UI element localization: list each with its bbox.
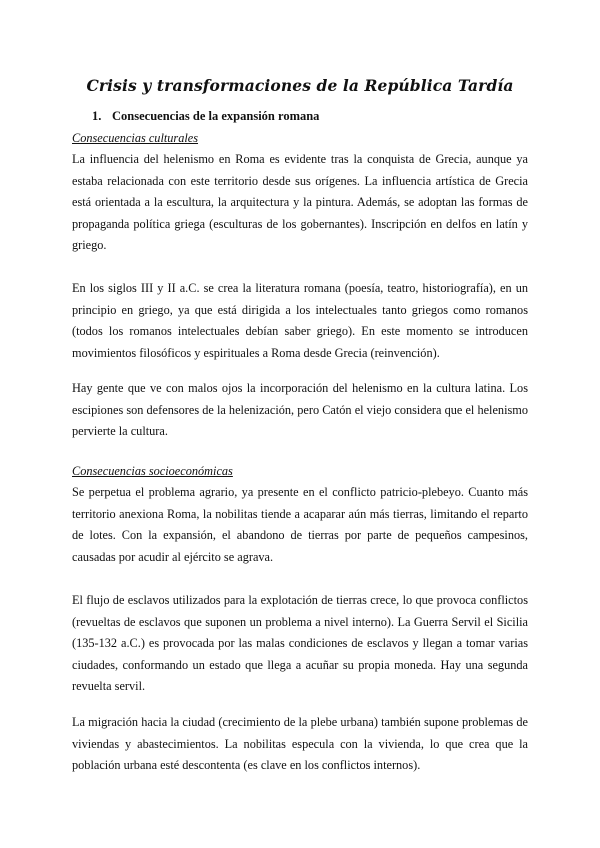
section-heading bbox=[92, 109, 319, 124]
paragraph: La migración hacia la ciudad (crecimiento de la plebe urbana) también supone problemas de viviendas y abastecimientos. La nobilitas especula con la vivienda, lo que crea que la población urbana esté descontenta (es clave en los conflictos internos). bbox=[72, 715, 528, 773]
section-number: 1. bbox=[92, 109, 102, 123]
paragraph: Hay gente que ve con malos ojos la incorporación del helenismo en la cultura latina. Los escipiones son defensores de la helenización, pero Catón el viejo considera que el helenismo pervierte la cultura. bbox=[72, 381, 528, 439]
paragraph: La influencia del helenismo en Roma es evidente tras la conquista de Grecia, aunque ya estaba relacionada con este territorio desde sus orígenes. La influencia artística de Grecia está orientada a la escultura, la arquitectura y la pintura. Además, se adoptan las formas de propaganda política griega (esculturas de los gobernantes). Inscripción en delfos en latín y griego. bbox=[72, 152, 528, 253]
paragraph: El flujo de esclavos utilizados para la explotación de tierras crece, lo que provoca conflictos (revueltas de esclavos que suponen un problema a nivel interno). La Guerra Servil el Sicilia (135-132 a.C.) es provocada por las malas condiciones de esclavos y llegan a tomar varias ciudades, conformando un estado que llega a acuñar su propia moneda. Hay una segunda revuelta servil. bbox=[72, 593, 528, 694]
section-title: Consecuencias de la expansión romana bbox=[112, 109, 320, 123]
document-title: Crisis y transformaciones de la República Tardía bbox=[86, 76, 514, 95]
paragraph: Se perpetua el problema agrario, ya presente en el conflicto patricio-plebeyo. Cuanto más territorio anexiona Roma, la nobilitas tiende a acaparar aún más tierras, limitando el reparto de lotes. Con la expansión, el abandono de tierras por parte de pequeños campesinos, causadas por acudir al ejército se agrava. bbox=[72, 485, 528, 564]
paragraph: En los siglos III y II a.C. se crea la literatura romana (poesía, teatro, historiografía), en un principio en griego, ya que está dirigida a los intelectuales tanto griegos como romanos (todos los romanos intelectuales debían saber griego). En este momento se introducen movimientos filosóficos y espirituales a Roma desde Grecia (reinvención). bbox=[72, 281, 528, 360]
subsection-heading-cultural: Consecuencias culturales bbox=[72, 131, 199, 145]
subsection-heading-socioeconomic: Consecuencias socioeconómicas bbox=[72, 464, 233, 478]
